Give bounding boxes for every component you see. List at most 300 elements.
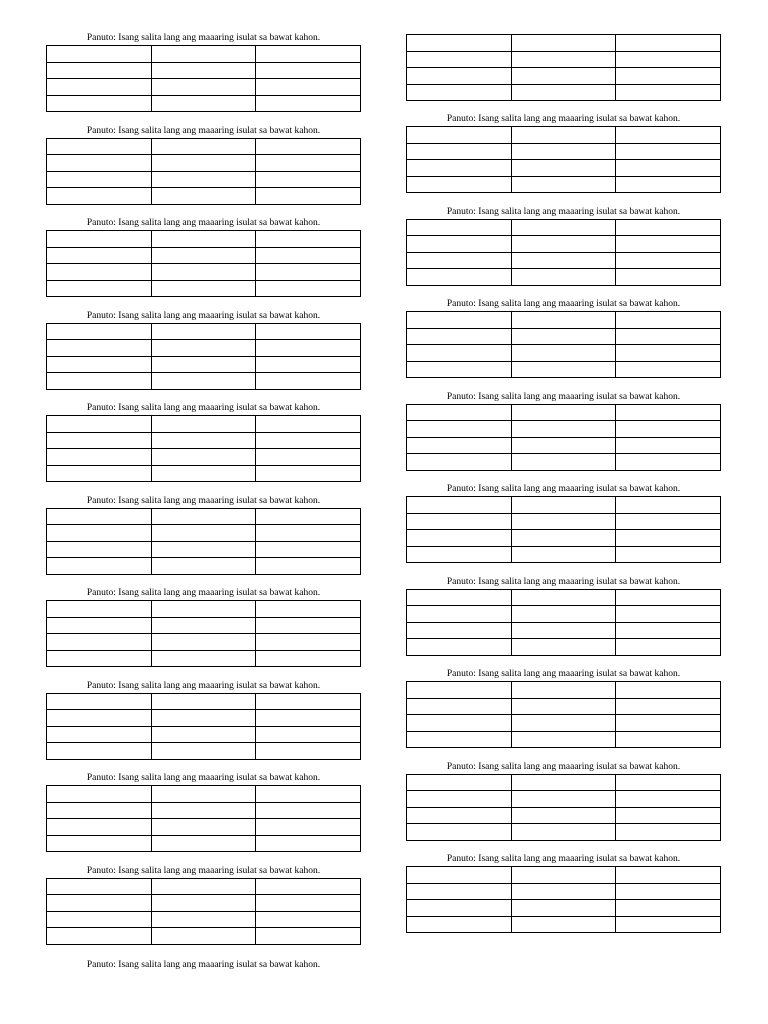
answer-box[interactable] <box>616 252 721 269</box>
answer-grid <box>46 878 361 945</box>
answer-box[interactable] <box>511 682 616 699</box>
answer-box[interactable] <box>256 508 361 525</box>
answer-box[interactable] <box>407 219 512 236</box>
answer-box[interactable] <box>511 437 616 454</box>
answer-box[interactable] <box>151 726 256 743</box>
grid-row <box>47 802 361 819</box>
answer-box[interactable] <box>47 634 152 651</box>
answer-grid <box>406 219 721 286</box>
answer-box[interactable] <box>616 731 721 748</box>
answer-box[interactable] <box>511 269 616 286</box>
answer-box[interactable] <box>256 432 361 449</box>
instruction-text: Panuto: Isang salita lang ang maaaring isulat sa bawat kahon. <box>446 669 681 679</box>
answer-grid <box>46 138 361 205</box>
answer-grid <box>406 681 721 748</box>
grid-row <box>407 51 721 68</box>
answer-box[interactable] <box>256 802 361 819</box>
answer-box[interactable] <box>616 361 721 378</box>
answer-box[interactable] <box>511 791 616 808</box>
answer-box[interactable] <box>511 51 616 68</box>
grid-row <box>407 900 721 917</box>
answer-box[interactable] <box>616 404 721 421</box>
answer-box[interactable] <box>47 416 152 433</box>
answer-box[interactable] <box>407 236 512 253</box>
grid-row <box>47 895 361 912</box>
answer-box[interactable] <box>256 62 361 79</box>
answer-box[interactable] <box>407 454 512 471</box>
answer-box[interactable] <box>151 416 256 433</box>
answer-grid <box>406 589 721 656</box>
answer-box[interactable] <box>151 634 256 651</box>
answer-box[interactable] <box>407 883 512 900</box>
answer-box[interactable] <box>511 361 616 378</box>
grid-row <box>47 541 361 558</box>
answer-box[interactable] <box>151 340 256 357</box>
answer-box[interactable] <box>47 79 152 96</box>
answer-box[interactable] <box>616 176 721 193</box>
answer-box[interactable] <box>616 546 721 563</box>
answer-box[interactable] <box>407 127 512 144</box>
answer-box[interactable] <box>256 247 361 264</box>
grid-row <box>47 525 361 542</box>
answer-box[interactable] <box>47 62 152 79</box>
answer-box[interactable] <box>151 558 256 575</box>
answer-box[interactable] <box>616 328 721 345</box>
answer-box[interactable] <box>151 373 256 390</box>
answer-box[interactable] <box>616 682 721 699</box>
answer-box[interactable] <box>256 878 361 895</box>
answer-box[interactable] <box>616 84 721 101</box>
answer-box[interactable] <box>256 710 361 727</box>
answer-box[interactable] <box>256 79 361 96</box>
answer-box[interactable] <box>47 911 152 928</box>
answer-box[interactable] <box>616 883 721 900</box>
answer-box[interactable] <box>151 650 256 667</box>
answer-box[interactable] <box>616 900 721 917</box>
answer-box[interactable] <box>256 155 361 172</box>
answer-box[interactable] <box>407 84 512 101</box>
answer-box[interactable] <box>407 530 512 547</box>
answer-box[interactable] <box>511 530 616 547</box>
answer-box[interactable] <box>511 160 616 177</box>
answer-box[interactable] <box>407 513 512 530</box>
answer-box[interactable] <box>47 786 152 803</box>
answer-box[interactable] <box>511 312 616 329</box>
answer-box[interactable] <box>151 323 256 340</box>
answer-box[interactable] <box>256 188 361 205</box>
answer-box[interactable] <box>407 328 512 345</box>
answer-box[interactable] <box>256 46 361 63</box>
answer-box[interactable] <box>616 269 721 286</box>
answer-box[interactable] <box>151 878 256 895</box>
answer-box[interactable] <box>256 743 361 760</box>
grid-row <box>47 928 361 945</box>
answer-box[interactable] <box>616 345 721 362</box>
grid-row <box>407 622 721 639</box>
answer-box[interactable] <box>256 356 361 373</box>
answer-box[interactable] <box>407 269 512 286</box>
grid-row <box>407 867 721 884</box>
answer-box[interactable] <box>407 622 512 639</box>
answer-box[interactable] <box>256 541 361 558</box>
answer-box[interactable] <box>256 280 361 297</box>
answer-box[interactable] <box>47 247 152 264</box>
answer-box[interactable] <box>616 437 721 454</box>
answer-box[interactable] <box>616 127 721 144</box>
grid-row <box>47 508 361 525</box>
answer-box[interactable] <box>151 802 256 819</box>
instruction-text: Panuto: Isang salita lang ang maaaring isulat sa bawat kahon. <box>86 680 321 691</box>
answer-box[interactable] <box>616 143 721 160</box>
answer-box[interactable] <box>47 895 152 912</box>
answer-box[interactable] <box>256 928 361 945</box>
answer-box[interactable] <box>616 916 721 933</box>
answer-box[interactable] <box>616 219 721 236</box>
instruction-text: Panuto: Isang salita lang ang maaaring isulat sa bawat kahon. <box>446 299 681 309</box>
instruction-text: Panuto: Isang salita lang ang maaaring isulat sa bawat kahon. <box>446 576 681 587</box>
answer-box[interactable] <box>407 715 512 732</box>
answer-box[interactable] <box>511 698 616 715</box>
answer-box[interactable] <box>616 774 721 791</box>
answer-box[interactable] <box>151 138 256 155</box>
answer-box[interactable] <box>511 807 616 824</box>
answer-box[interactable] <box>407 731 512 748</box>
answer-grid <box>406 126 721 193</box>
answer-box[interactable] <box>151 895 256 912</box>
answer-box[interactable] <box>256 558 361 575</box>
answer-box[interactable] <box>256 617 361 634</box>
grid-row <box>407 236 721 253</box>
answer-box[interactable] <box>616 421 721 438</box>
answer-box[interactable] <box>256 264 361 281</box>
answer-grid <box>406 496 721 563</box>
answer-box[interactable] <box>47 693 152 710</box>
answer-box[interactable] <box>151 46 256 63</box>
answer-box[interactable] <box>407 589 512 606</box>
answer-box[interactable] <box>47 465 152 482</box>
grid-row <box>407 530 721 547</box>
answer-box[interactable] <box>511 35 616 52</box>
grid-row <box>407 219 721 236</box>
answer-box[interactable] <box>407 345 512 362</box>
answer-box[interactable] <box>256 819 361 836</box>
answer-box[interactable] <box>47 541 152 558</box>
answer-box[interactable] <box>407 867 512 884</box>
grid-row <box>47 786 361 803</box>
instruction-text: Panuto: Isang salita lang ang maaaring isulat sa bawat kahon. <box>446 206 681 217</box>
answer-box[interactable] <box>407 160 512 177</box>
answer-box[interactable] <box>47 819 152 836</box>
answer-box[interactable] <box>407 807 512 824</box>
answer-box[interactable] <box>151 95 256 112</box>
answer-box[interactable] <box>616 824 721 841</box>
answer-box[interactable] <box>47 264 152 281</box>
grid-row <box>47 95 361 112</box>
answer-grid <box>46 785 361 852</box>
answer-box[interactable] <box>407 639 512 656</box>
grid-row <box>47 323 361 340</box>
answer-box[interactable] <box>407 546 512 563</box>
answer-box[interactable] <box>616 606 721 623</box>
answer-box[interactable] <box>47 340 152 357</box>
answer-box[interactable] <box>511 176 616 193</box>
answer-box[interactable] <box>256 601 361 618</box>
answer-box[interactable] <box>616 312 721 329</box>
answer-box[interactable] <box>256 525 361 542</box>
answer-box[interactable] <box>511 900 616 917</box>
answer-box[interactable] <box>616 589 721 606</box>
answer-box[interactable] <box>47 928 152 945</box>
grid-row <box>47 710 361 727</box>
answer-box[interactable] <box>47 373 152 390</box>
answer-box[interactable] <box>616 454 721 471</box>
answer-box[interactable] <box>151 693 256 710</box>
answer-box[interactable] <box>616 867 721 884</box>
answer-box[interactable] <box>47 508 152 525</box>
answer-box[interactable] <box>47 743 152 760</box>
answer-box[interactable] <box>256 373 361 390</box>
answer-box[interactable] <box>256 449 361 466</box>
answer-box[interactable] <box>47 280 152 297</box>
answer-box[interactable] <box>407 900 512 917</box>
answer-box[interactable] <box>407 143 512 160</box>
answer-box[interactable] <box>47 356 152 373</box>
answer-box[interactable] <box>616 791 721 808</box>
answer-box[interactable] <box>616 51 721 68</box>
answer-box[interactable] <box>256 634 361 651</box>
answer-box[interactable] <box>511 497 616 514</box>
answer-box[interactable] <box>47 231 152 248</box>
answer-box[interactable] <box>151 264 256 281</box>
answer-box[interactable] <box>151 928 256 945</box>
answer-box[interactable] <box>47 835 152 852</box>
answer-grid <box>46 45 361 112</box>
grid-row <box>407 715 721 732</box>
answer-box[interactable] <box>256 416 361 433</box>
grid-row <box>407 361 721 378</box>
grid-row <box>407 546 721 563</box>
answer-box[interactable] <box>151 819 256 836</box>
grid-row <box>407 454 721 471</box>
answer-box[interactable] <box>616 622 721 639</box>
answer-box[interactable] <box>47 650 152 667</box>
answer-grid <box>406 404 721 471</box>
answer-box[interactable] <box>256 895 361 912</box>
grid-row <box>407 312 721 329</box>
grid-row <box>407 682 721 699</box>
answer-grid <box>46 600 361 667</box>
grid-row <box>407 883 721 900</box>
answer-box[interactable] <box>616 530 721 547</box>
grid-row <box>407 791 721 808</box>
answer-box[interactable] <box>511 404 616 421</box>
answer-box[interactable] <box>511 513 616 530</box>
answer-box[interactable] <box>511 589 616 606</box>
answer-box[interactable] <box>151 617 256 634</box>
answer-box[interactable] <box>151 356 256 373</box>
answer-box[interactable] <box>407 682 512 699</box>
answer-box[interactable] <box>256 171 361 188</box>
answer-box[interactable] <box>511 252 616 269</box>
answer-box[interactable] <box>616 807 721 824</box>
answer-box[interactable] <box>47 323 152 340</box>
answer-box[interactable] <box>151 449 256 466</box>
answer-box[interactable] <box>616 497 721 514</box>
answer-box[interactable] <box>151 786 256 803</box>
answer-box[interactable] <box>407 51 512 68</box>
answer-box[interactable] <box>407 824 512 841</box>
answer-box[interactable] <box>511 68 616 85</box>
answer-box[interactable] <box>511 916 616 933</box>
answer-box[interactable] <box>511 328 616 345</box>
answer-box[interactable] <box>151 541 256 558</box>
answer-box[interactable] <box>47 726 152 743</box>
answer-box[interactable] <box>407 774 512 791</box>
answer-box[interactable] <box>511 127 616 144</box>
answer-box[interactable] <box>407 606 512 623</box>
answer-box[interactable] <box>407 68 512 85</box>
answer-box[interactable] <box>407 35 512 52</box>
answer-box[interactable] <box>47 878 152 895</box>
answer-box[interactable] <box>47 138 152 155</box>
grid-row <box>407 127 721 144</box>
answer-box[interactable] <box>151 188 256 205</box>
instruction-text: Panuto: Isang salita lang ang maaaring isulat sa bawat kahon. <box>446 761 681 772</box>
answer-box[interactable] <box>151 508 256 525</box>
grid-row <box>47 280 361 297</box>
answer-box[interactable] <box>151 79 256 96</box>
answer-box[interactable] <box>256 138 361 155</box>
grid-row <box>47 247 361 264</box>
answer-grid <box>46 508 361 575</box>
answer-box[interactable] <box>47 558 152 575</box>
answer-box[interactable] <box>616 513 721 530</box>
answer-box[interactable] <box>256 95 361 112</box>
answer-box[interactable] <box>47 171 152 188</box>
answer-box[interactable] <box>151 155 256 172</box>
answer-box[interactable] <box>407 252 512 269</box>
instruction-text: Panuto: Isang salita lang ang maaaring isulat sa bawat kahon. <box>86 403 321 413</box>
answer-box[interactable] <box>511 236 616 253</box>
answer-box[interactable] <box>511 622 616 639</box>
answer-box[interactable] <box>47 449 152 466</box>
instruction-text: Panuto: Isang salita lang ang maaaring isulat sa bawat kahon. <box>86 865 321 876</box>
answer-box[interactable] <box>407 791 512 808</box>
answer-box[interactable] <box>256 786 361 803</box>
answer-box[interactable] <box>407 361 512 378</box>
answer-box[interactable] <box>256 835 361 852</box>
answer-box[interactable] <box>616 68 721 85</box>
grid-row <box>47 416 361 433</box>
answer-box[interactable] <box>511 639 616 656</box>
answer-box[interactable] <box>616 236 721 253</box>
answer-box[interactable] <box>47 95 152 112</box>
answer-box[interactable] <box>511 143 616 160</box>
answer-box[interactable] <box>511 546 616 563</box>
grid-row <box>407 84 721 101</box>
answer-box[interactable] <box>47 710 152 727</box>
answer-box[interactable] <box>151 280 256 297</box>
answer-box[interactable] <box>407 421 512 438</box>
answer-box[interactable] <box>511 606 616 623</box>
answer-box[interactable] <box>47 432 152 449</box>
answer-box[interactable] <box>47 188 152 205</box>
answer-box[interactable] <box>151 231 256 248</box>
answer-box[interactable] <box>407 916 512 933</box>
answer-box[interactable] <box>151 465 256 482</box>
instruction-text: Panuto: Isang salita lang ang maaaring isulat sa bawat kahon. <box>86 125 321 136</box>
answer-box[interactable] <box>511 421 616 438</box>
answer-box[interactable] <box>256 231 361 248</box>
answer-box[interactable] <box>151 710 256 727</box>
answer-box[interactable] <box>511 345 616 362</box>
answer-box[interactable] <box>511 454 616 471</box>
instruction-text: Panuto: Isang salita lang ang maaaring isulat sa bawat kahon. <box>446 391 681 402</box>
answer-box[interactable] <box>511 774 616 791</box>
answer-box[interactable] <box>151 601 256 618</box>
grid-row <box>407 143 721 160</box>
grid-row <box>47 449 361 466</box>
answer-box[interactable] <box>511 84 616 101</box>
answer-box[interactable] <box>256 726 361 743</box>
answer-box[interactable] <box>407 404 512 421</box>
answer-box[interactable] <box>256 340 361 357</box>
answer-box[interactable] <box>256 323 361 340</box>
answer-box[interactable] <box>47 601 152 618</box>
answer-box[interactable] <box>407 176 512 193</box>
answer-box[interactable] <box>151 835 256 852</box>
answer-box[interactable] <box>511 715 616 732</box>
answer-box[interactable] <box>47 525 152 542</box>
answer-box[interactable] <box>407 437 512 454</box>
answer-box[interactable] <box>616 715 721 732</box>
grid-row <box>47 465 361 482</box>
answer-box[interactable] <box>256 650 361 667</box>
answer-box[interactable] <box>256 693 361 710</box>
answer-box[interactable] <box>511 731 616 748</box>
answer-box[interactable] <box>511 883 616 900</box>
grid-row <box>47 634 361 651</box>
answer-box[interactable] <box>151 247 256 264</box>
answer-box[interactable] <box>407 312 512 329</box>
answer-box[interactable] <box>256 465 361 482</box>
answer-box[interactable] <box>151 62 256 79</box>
instruction-text: Panuto: Isang salita lang ang maaaring isulat sa bawat kahon. <box>86 773 321 783</box>
answer-box[interactable] <box>616 639 721 656</box>
answer-box[interactable] <box>511 824 616 841</box>
answer-box[interactable] <box>407 497 512 514</box>
answer-box[interactable] <box>616 160 721 177</box>
answer-box[interactable] <box>151 525 256 542</box>
answer-box[interactable] <box>151 171 256 188</box>
answer-box[interactable] <box>407 698 512 715</box>
grid-row <box>47 617 361 634</box>
answer-box[interactable] <box>511 219 616 236</box>
answer-box[interactable] <box>616 698 721 715</box>
answer-box[interactable] <box>151 432 256 449</box>
answer-box[interactable] <box>47 46 152 63</box>
answer-box[interactable] <box>47 617 152 634</box>
answer-box[interactable] <box>616 35 721 52</box>
answer-box[interactable] <box>511 867 616 884</box>
answer-box[interactable] <box>256 911 361 928</box>
grid-row <box>407 252 721 269</box>
answer-box[interactable] <box>47 802 152 819</box>
answer-box[interactable] <box>151 743 256 760</box>
answer-box[interactable] <box>47 155 152 172</box>
answer-box[interactable] <box>151 911 256 928</box>
grid-row <box>47 601 361 618</box>
